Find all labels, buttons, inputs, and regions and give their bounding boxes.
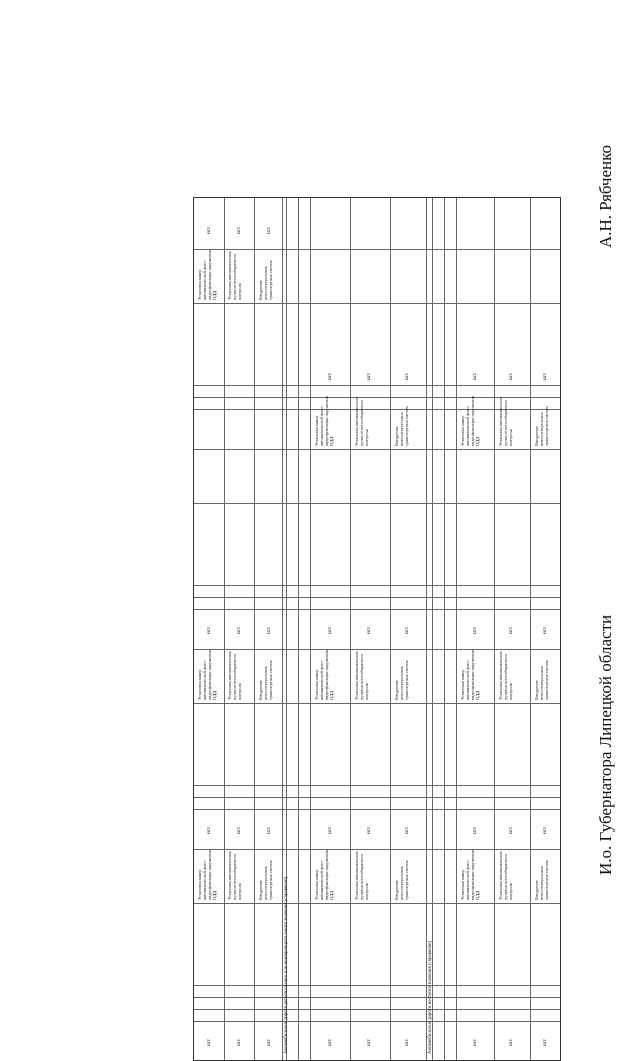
unit-cell: шт.: [472, 372, 478, 380]
measure-camera: Установка камер автоматической фото-видеофиксации нарушения ПДД: [460, 650, 480, 700]
unit-cell: шт.: [542, 826, 548, 834]
unit-cell: шт.: [206, 826, 212, 834]
measure-weight-control: Установка автоматических пунктов весогабаритного контроля: [498, 851, 513, 900]
grid-line: [194, 985, 560, 986]
measure-its: Внедрение интеллектуальных транспортных систем: [534, 660, 549, 700]
unit-cell: шт.: [404, 826, 410, 834]
measure-weight-control: Установка автоматических пунктов весогабаритного контроля: [354, 851, 369, 900]
unit-cell: шт.: [472, 826, 478, 834]
unit-cell: шт.: [236, 626, 242, 634]
measure-camera: Установка камер автоматической фото-видеофиксации нарушения ПДД: [314, 850, 334, 900]
unit-cell: шт.: [327, 1038, 333, 1046]
signature-name: А.Н. Рябченко: [596, 144, 615, 248]
measures-table: [193, 197, 561, 1061]
measure-camera: Установка камер автоматической фото-видеофиксации нарушения ПДД: [460, 396, 480, 446]
measure-its: Внедрение интеллектуальных транспортных систем: [258, 260, 273, 300]
measure-weight-control: Установка автоматических пунктов весогабаритного контроля: [498, 397, 513, 446]
unit-cell: шт.: [266, 226, 272, 234]
unit-cell: шт.: [206, 226, 212, 234]
signature-title: И.о. Губернатора Липецкой области: [596, 614, 615, 875]
unit-cell: шт.: [472, 626, 478, 634]
measure-camera: Установка камер автоматической фото-видеофиксации нарушения ПДД: [197, 250, 217, 300]
measure-its: Внедрение интеллектуальных транспортных систем: [394, 860, 409, 900]
grid-line: [432, 198, 433, 1060]
grid-line: [194, 449, 560, 450]
unit-cell: шт.: [542, 1038, 548, 1046]
section-local-title: Автомобильные дороги местного значения (справочно): [428, 940, 433, 1054]
measure-camera: Установка камер автоматической фото-видеофиксации нарушения ПДД: [197, 650, 217, 700]
unit-cell: шт.: [404, 1038, 410, 1046]
unit-cell: шт.: [542, 372, 548, 380]
measure-camera: Установка камер автоматической фото-видеофиксации нарушения ПДД: [314, 396, 334, 446]
grid-line: [530, 198, 531, 1060]
unit-cell: шт.: [206, 1038, 212, 1046]
grid-line: [194, 385, 560, 386]
unit-cell: шт.: [508, 826, 514, 834]
grid-line: [194, 503, 560, 504]
measure-camera: Установка камер автоматической фото-видеофиксации нарушения ПДД: [197, 850, 217, 900]
grid-line: [426, 198, 427, 1060]
unit-cell: шт.: [508, 372, 514, 380]
unit-cell: шт.: [508, 626, 514, 634]
grid-line: [194, 785, 560, 786]
measure-weight-control: Установка автоматических пунктов весогабаритного контроля: [227, 651, 242, 700]
unit-cell: шт.: [404, 626, 410, 634]
grid-line: [194, 797, 560, 798]
unit-cell: шт.: [366, 626, 372, 634]
unit-cell: шт.: [206, 626, 212, 634]
grid-line: [282, 198, 283, 1060]
unit-cell: шт.: [236, 826, 242, 834]
grid-line: [194, 303, 560, 304]
grid-line: [390, 198, 391, 1060]
unit-cell: шт.: [266, 626, 272, 634]
grid-line: [194, 997, 560, 998]
grid-line: [194, 809, 560, 810]
unit-cell: шт.: [366, 1038, 372, 1046]
grid-line: [456, 198, 457, 1060]
measure-its: Внедрение интеллектуальных транспортных систем: [258, 860, 273, 900]
grid-line: [494, 198, 495, 1060]
unit-cell: шт.: [327, 826, 333, 834]
grid-line: [194, 703, 560, 704]
measure-its: Внедрение интеллектуальных транспортных систем: [534, 406, 549, 446]
measure-weight-control: Установка автоматических пунктов весогабаритного контроля: [227, 251, 242, 300]
measure-weight-control: Установка автоматических пунктов весогабаритного контроля: [354, 651, 369, 700]
grid-line: [298, 198, 299, 1060]
grid-line: [194, 1009, 560, 1010]
unit-cell: шт.: [542, 626, 548, 634]
measure-weight-control: Установка автоматических пунктов весогабаритного контроля: [227, 851, 242, 900]
unit-cell: шт.: [508, 1038, 514, 1046]
unit-cell: шт.: [366, 826, 372, 834]
unit-cell: шт.: [327, 372, 333, 380]
unit-cell: шт.: [266, 826, 272, 834]
grid-line: [224, 198, 225, 1060]
unit-cell: шт.: [472, 1038, 478, 1046]
grid-line: [194, 249, 560, 250]
grid-line: [194, 903, 560, 904]
measure-camera: Установка камер автоматической фото-видеофиксации нарушения ПДД: [460, 850, 480, 900]
grid-line: [194, 597, 560, 598]
unit-cell: шт.: [236, 1038, 242, 1046]
unit-cell: шт.: [366, 372, 372, 380]
grid-line: [350, 198, 351, 1060]
measure-its: Внедрение интеллектуальных транспортных систем: [534, 860, 549, 900]
measure-camera: Установка камер автоматической фото-видеофиксации нарушения ПДД: [314, 650, 334, 700]
grid-line: [310, 198, 311, 1060]
grid-line: [254, 198, 255, 1060]
unit-cell: шт.: [404, 372, 410, 380]
section-regional-title: Автомобильные дороги регионального или межмуниципального значения (справочно): [284, 876, 289, 1054]
rotated-table: [193, 197, 561, 1061]
grid-line: [444, 198, 445, 1060]
measure-its: Внедрение интеллектуальных транспортных систем: [258, 660, 273, 700]
grid-line: [194, 585, 560, 586]
measure-its: Внедрение интеллектуальных транспортных систем: [394, 406, 409, 446]
measure-weight-control: Установка автоматических пунктов весогабаритного контроля: [354, 397, 369, 446]
unit-cell: шт.: [236, 226, 242, 234]
unit-cell: шт.: [327, 626, 333, 634]
unit-cell: шт.: [266, 1038, 272, 1046]
measure-its: Внедрение интеллектуальных транспортных систем: [394, 660, 409, 700]
grid-line: [194, 1021, 560, 1022]
measure-weight-control: Установка автоматических пунктов весогабаритного контроля: [498, 651, 513, 700]
grid-line: [194, 609, 560, 610]
